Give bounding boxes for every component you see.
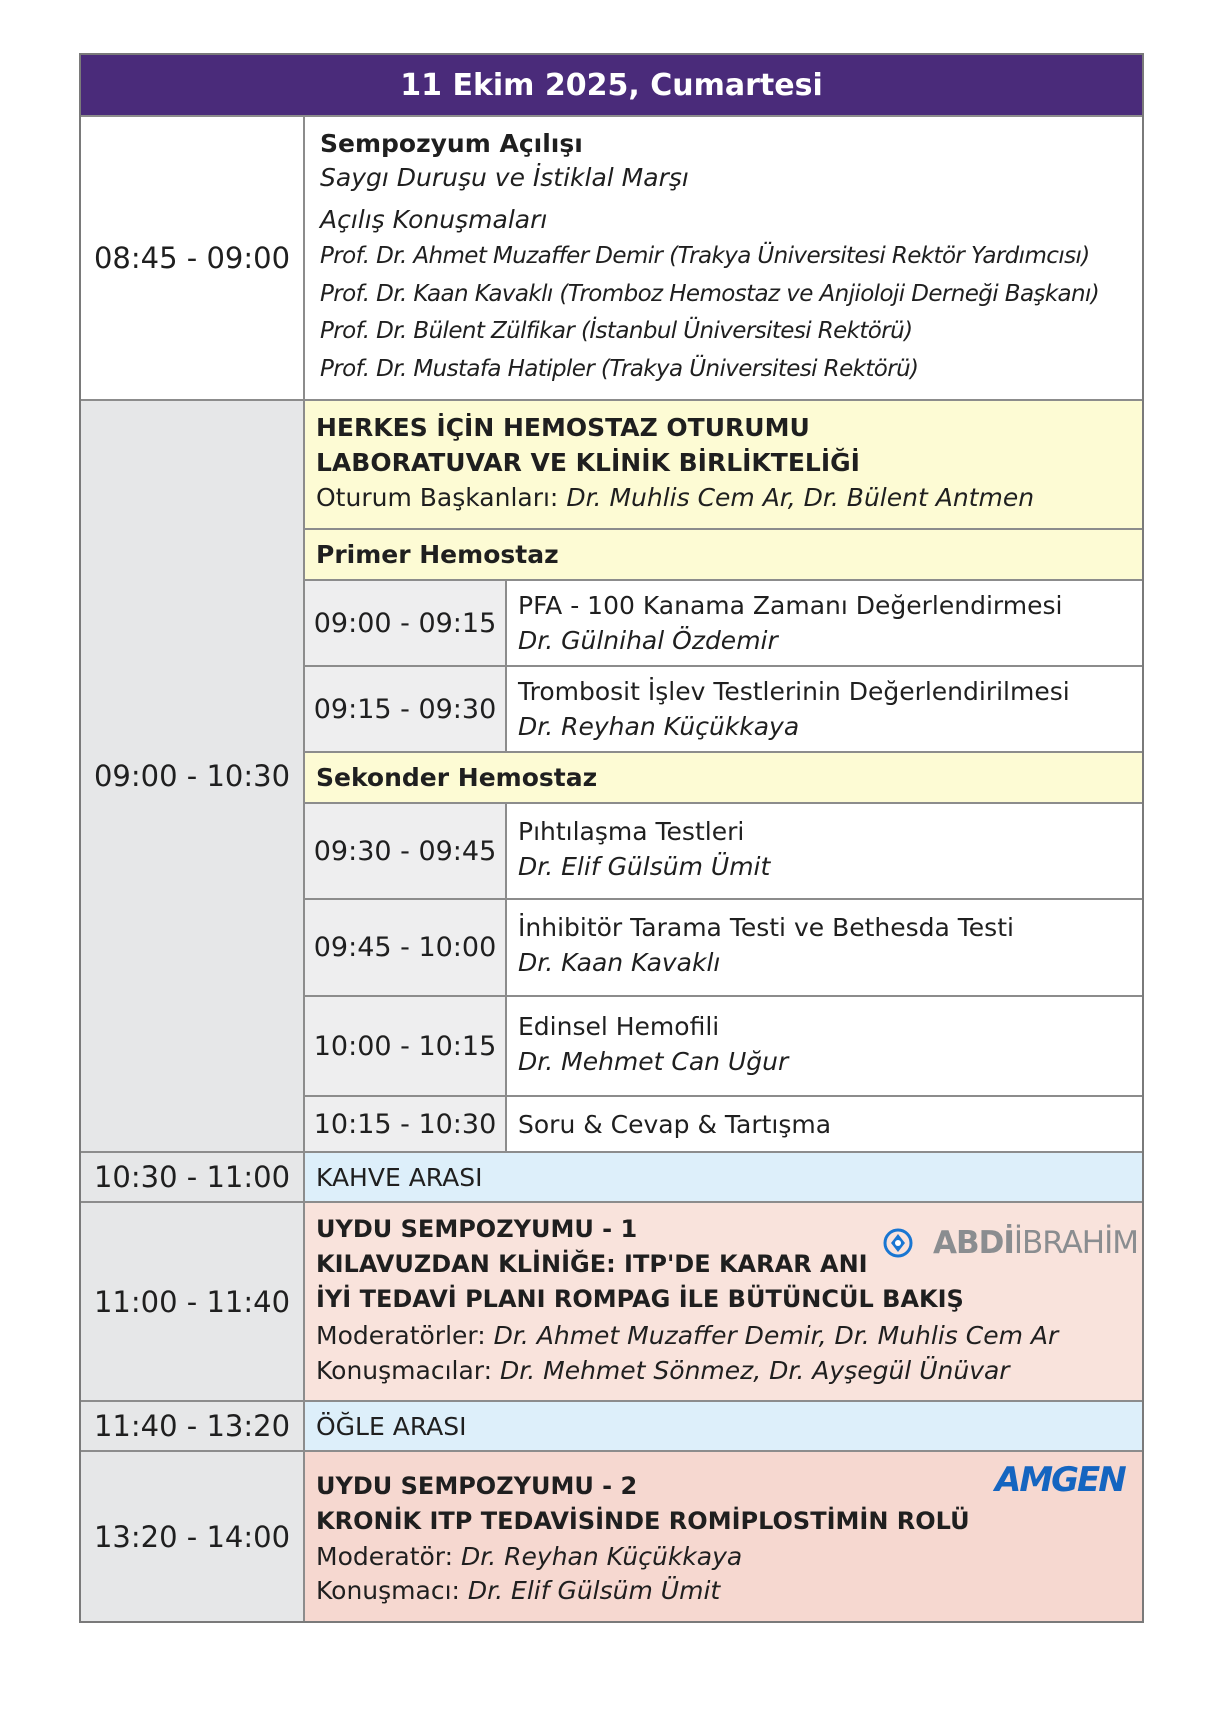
program-table	[79, 53, 1144, 1623]
talk-time: 09:15 - 09:30	[303, 665, 505, 751]
amgen-logo: AMGEN	[995, 1460, 1125, 1500]
satellite1-moderators	[316, 1321, 1058, 1350]
talk-speaker: Dr. Mehmet Can Uğur	[518, 1047, 789, 1076]
lunch-break	[303, 1400, 1142, 1450]
opening-line2: Açılış Konuşmaları	[320, 205, 548, 234]
talk	[505, 802, 1142, 898]
opening-speaker: Prof. Dr. Mustafa Hatipler (Trakya Üniversitesi Rektörü)	[320, 356, 919, 382]
talk-time: 10:00 - 10:15	[303, 995, 505, 1095]
opening-content	[303, 115, 1142, 399]
hemostasis-heading	[303, 399, 1142, 528]
primer-heading	[303, 528, 1142, 579]
spk-label: Konuşmacılar:	[316, 1356, 500, 1385]
talk-title: Trombosit İşlev Testlerinin Değerlendirilmesi	[518, 677, 1070, 706]
coffee-label: KAHVE ARASI	[316, 1162, 483, 1192]
talk-speaker: Dr. Elif Gülsüm Ümit	[518, 852, 771, 881]
satellite1-time: 11:00 - 11:40	[81, 1201, 303, 1400]
session-title: HERKES İÇİN HEMOSTAZ OTURUMU	[316, 413, 810, 442]
talk-title: Pıhtılaşma Testleri	[518, 817, 745, 846]
talk	[505, 898, 1142, 995]
satellite2-time: 13:20 - 14:00	[81, 1450, 303, 1621]
chairs-names: Dr. Muhlis Cem Ar, Dr. Bülent Antmen	[566, 483, 1035, 512]
lunch-time: 11:40 - 13:20	[81, 1400, 303, 1450]
spk-label: Konuşmacı:	[316, 1576, 468, 1605]
satellite2-title: UYDU SEMPOZYUMU - 2	[316, 1472, 638, 1500]
satellite1-title: UYDU SEMPOZYUMU - 1	[316, 1215, 638, 1243]
spk-names: Dr. Mehmet Sönmez, Dr. Ayşegül Ünüvar	[500, 1356, 1010, 1385]
talk	[505, 665, 1142, 751]
hemostasis-time: 09:00 - 10:30	[81, 399, 303, 1151]
sponsor-light: İBRAHİM	[1013, 1225, 1138, 1261]
chairs-label: Oturum Başkanları:	[316, 483, 567, 512]
talk-title: Edinsel Hemofili	[518, 1012, 720, 1041]
coffee-time: 10:30 - 11:00	[81, 1151, 303, 1201]
lunch-label: ÖĞLE ARASI	[316, 1411, 467, 1441]
talk-time: 09:00 - 09:15	[303, 579, 505, 665]
mod-label: Moderatör:	[316, 1542, 462, 1571]
talk	[505, 579, 1142, 665]
satellite1-content	[303, 1201, 1142, 1400]
talk-title: Soru & Cevap & Tartışma	[518, 1109, 832, 1139]
session-subtitle: LABORATUVAR VE KLİNİK BİRLİKTELİĞİ	[316, 448, 860, 477]
opening-title: Sempozyum Açılışı	[320, 129, 583, 158]
satellite2-speaker	[316, 1576, 720, 1605]
satellite2-moderator	[316, 1542, 742, 1571]
opening-speaker: Prof. Dr. Bülent Zülfikar (İstanbul Üniversitesi Rektörü)	[320, 318, 913, 344]
satellite2-sub1: KRONİK ITP TEDAVİSİNDE ROMİPLOSTİMİN ROLÜ	[316, 1507, 970, 1535]
mod-names: Dr. Reyhan Küçükkaya	[461, 1542, 743, 1571]
talk	[505, 1095, 1142, 1151]
primer-title: Primer Hemostaz	[316, 540, 559, 569]
satellite1-speakers	[316, 1356, 1010, 1385]
talk-title: PFA - 100 Kanama Zamanı Değerlendirmesi	[518, 591, 1063, 620]
satellite1-sub2: İYİ TEDAVİ PLANI ROMPAG İLE BÜTÜNCÜL BAKIŞ	[316, 1285, 964, 1313]
coffee-break	[303, 1151, 1142, 1201]
sekonder-heading	[303, 751, 1142, 802]
spk-names: Dr. Elif Gülsüm Ümit	[467, 1576, 721, 1605]
opening-time: 08:45 - 09:00	[81, 115, 303, 399]
sponsor-bold: ABDİ	[933, 1225, 1014, 1261]
talk-time: 10:15 - 10:30	[303, 1095, 505, 1151]
opening-line1: Saygı Duruşu ve İstiklal Marşı	[320, 163, 689, 192]
satellite2-content	[303, 1450, 1142, 1621]
talk-time: 09:30 - 09:45	[303, 802, 505, 898]
abdi-ibrahim-logo	[883, 1225, 1138, 1261]
session-chairs	[316, 483, 1034, 512]
opening-speaker: Prof. Dr. Ahmet Muzaffer Demir (Trakya Üniversitesi Rektör Yardımcısı)	[320, 243, 1090, 269]
mod-names: Dr. Ahmet Muzaffer Demir, Dr. Muhlis Cem Ar	[493, 1321, 1059, 1350]
sekonder-title: Sekonder Hemostaz	[316, 763, 598, 792]
date-header: 11 Ekim 2025, Cumartesi	[81, 55, 1142, 115]
satellite1-sub1: KILAVUZDAN KLİNİĞE: ITP'DE KARAR ANI	[316, 1250, 868, 1278]
talk-time: 09:45 - 10:00	[303, 898, 505, 995]
talk-speaker: Dr. Reyhan Küçükkaya	[518, 712, 800, 741]
talk-speaker: Dr. Gülnihal Özdemir	[518, 626, 778, 655]
talk-title: İnhibitör Tarama Testi ve Bethesda Testi	[518, 913, 1014, 942]
talk-speaker: Dr. Kaan Kavaklı	[518, 948, 721, 977]
opening-speaker: Prof. Dr. Kaan Kavaklı (Tromboz Hemostaz ve Anjioloji Derneği Başkanı)	[320, 281, 1100, 307]
abdi-ibrahim-mark-icon	[883, 1228, 913, 1258]
talk	[505, 995, 1142, 1095]
mod-label: Moderatörler:	[316, 1321, 494, 1350]
